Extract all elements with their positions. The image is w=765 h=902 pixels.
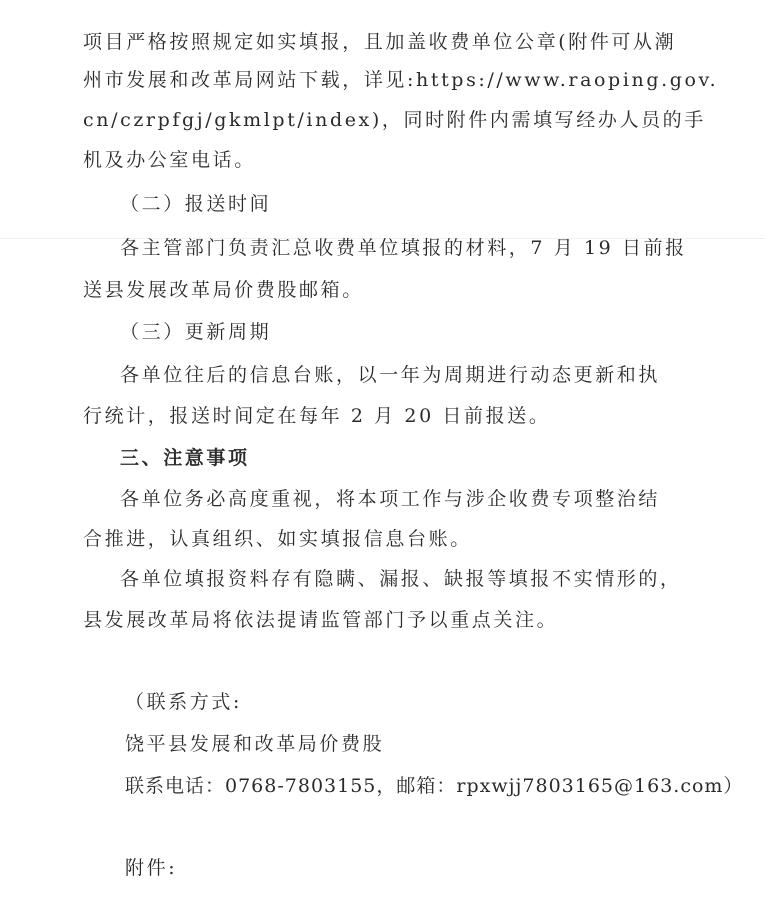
section-heading: （二）报送时间 (120, 193, 272, 215)
paragraph-line: 各单位往后的信息台账，以一年为周期进行动态更新和执 (120, 364, 661, 386)
attachment-label: 附件: (125, 857, 178, 879)
paragraph-line: 行统计，报送时间定在每年 2 月 20 日前报送。 (83, 405, 551, 427)
section-heading: 三、注意事项 (120, 447, 250, 469)
section-heading: （三）更新周期 (120, 321, 272, 343)
paragraph-line: 州市发展和改革局网站下载，详见:https://www.raoping.gov. (83, 69, 719, 91)
paragraph-line: 机及办公室电话。 (83, 149, 256, 171)
paragraph-line: 各单位务必高度重视，将本项工作与涉企收费专项整治结 (120, 488, 661, 510)
contact-label: （联系方式: (125, 691, 243, 713)
contact-org: 饶平县发展和改革局价费股 (125, 733, 385, 755)
paragraph-line: 项目严格按照规定如实填报，且加盖收费单位公章(附件可从潮 (83, 31, 677, 53)
contact-details: 联系电话：0768-7803155，邮箱：rpxwjj7803165@163.com） (125, 775, 744, 797)
paragraph-line: 送县发展改革局价费股邮箱。 (83, 279, 364, 301)
paragraph-line: cn/czrpfgj/gkmlpt/index)，同时附件内需填写经办人员的手 (83, 109, 706, 131)
paragraph-line: 各主管部门负责汇总收费单位填报的材料，7 月 19 日前报 (120, 237, 687, 259)
paragraph-line: 合推进，认真组织、如实填报信息台账。 (83, 528, 472, 550)
paragraph-line: 县发展改革局将依法提请监管部门予以重点关注。 (83, 609, 559, 631)
paragraph-line: 各单位填报资料存有隐瞒、漏报、缺报等填报不实情形的， (120, 568, 682, 590)
